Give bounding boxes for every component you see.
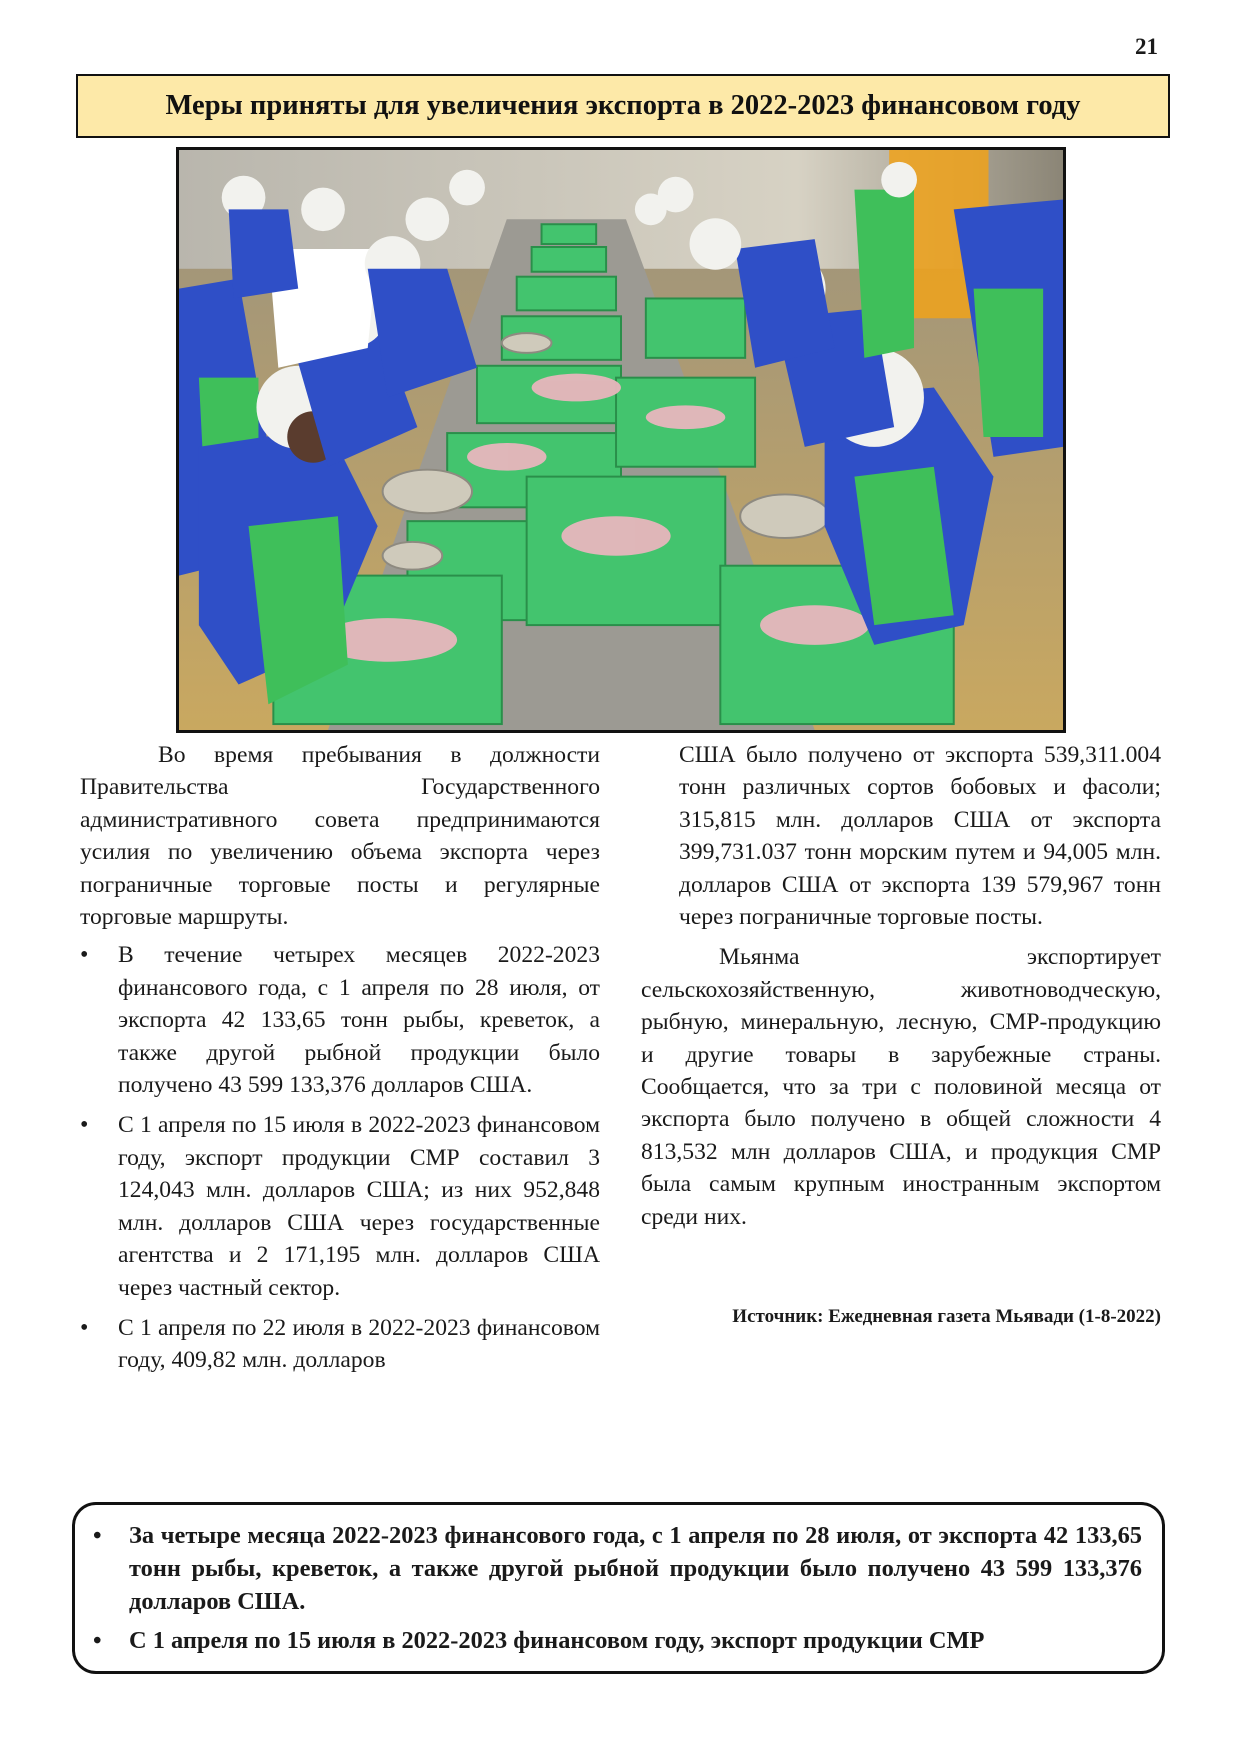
list-item: • С 1 апреля по 22 июля в 2022-2023 финансовом году, 409,82 млн. долларов <box>80 1312 600 1377</box>
source-citation: Источник: Ежедневная газета Мьявади (1-8-2022) <box>732 1306 1161 1327</box>
page-number: 21 <box>1135 34 1158 59</box>
left-column <box>80 739 600 1385</box>
right-column <box>641 739 1161 1233</box>
title-banner <box>76 74 1170 138</box>
list-item: • С 1 апреля по 15 июля в 2022-2023 финансовом году, экспорт продукции СМР <box>89 1624 1142 1657</box>
bullet-continuation: США было получено от экспорта 539,311.004 тонн различных сортов бобовых и фасоли; 315,815 млн. долларов США от экспорта 399,731.037 тонн морским путем и 94,005 млн. долларов США от экспорта 139 579,967 тонн через пограничные торговые посты. <box>679 742 1161 931</box>
intro-paragraph: Во время пребывания в должности Правительства Государственного административного совета предпринимаются усилия по увеличению объема экспорта через пограничные торговые посты и регулярные торговые маршруты. <box>80 742 600 931</box>
summary-list <box>89 1519 1142 1657</box>
summary-box <box>72 1502 1165 1674</box>
export-bullet-list <box>80 939 600 1376</box>
myanmar-export-paragraph: Мьянма экспортирует сельскохозяйственную, животноводческую, рыбную, минеральную, лесную, СМР-продукцию и другие товары в зарубежные страны. Сообщается, что за три с половиной месяца от экспорта было получено в общей сложности 4 813,532 млн долларов США, и продукция СМР была самым крупным иностранным экспортом среди них. <box>641 944 1161 1230</box>
photo-illustration <box>179 150 1063 730</box>
list-item: • В течение четырех месяцев 2022-2023 финансового года, с 1 апреля по 28 июля, от экспорта 42 133,65 тонн рыбы, креветок, а также другой рыбной продукции было получено 43 599 133,376 долларов США. <box>80 939 600 1101</box>
list-item: • За четыре месяца 2022-2023 финансового года, с 1 апреля по 28 июля, от экспорта 42 133,65 тонн рыбы, креветок, а также другой рыбной продукции было получено 43 599 133,376 долларов США. <box>89 1519 1142 1618</box>
page-title: Меры приняты для увеличения экспорта в 2022-2023 финансовом году <box>165 90 1081 121</box>
fish-processing-photo <box>176 147 1066 733</box>
list-item: • С 1 апреля по 15 июля в 2022-2023 финансовом году, экспорт продукции СМР составил 3 124,043 млн. долларов США; из них 952,848 млн. долларов США через государственные агентства и 2 171,195 млн. долларов США через частный сектор. <box>80 1109 600 1303</box>
